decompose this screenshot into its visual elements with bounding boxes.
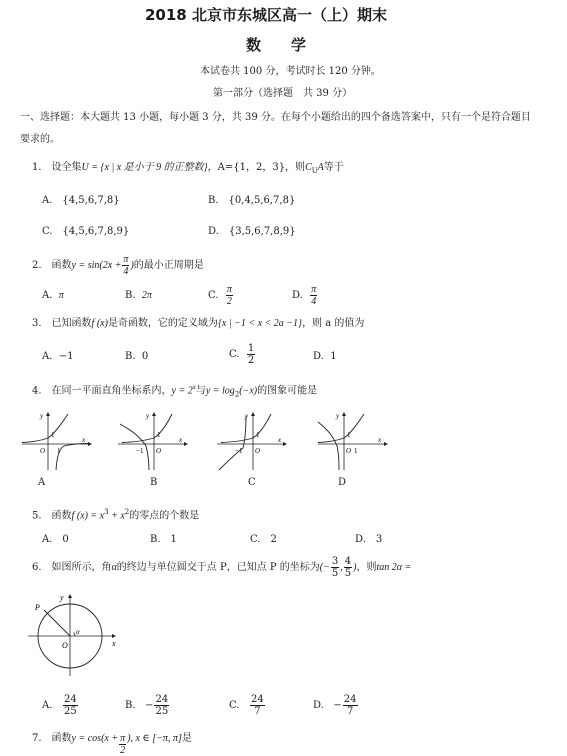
- q2-tail: 的最小正周期是: [133, 259, 204, 271]
- q1-complement-sub: U: [311, 167, 318, 175]
- q6-option-b[interactable]: B. − $\frac{24}{25}$: [125, 694, 169, 717]
- section-intro-line2: 要求的。: [20, 134, 60, 145]
- q1-complement: C: [305, 162, 312, 173]
- q1-option-c[interactable]: C. {4,5,6,7,8,9}: [42, 226, 130, 237]
- q6-coord-x: $\frac{3}{5}$: [331, 556, 339, 579]
- q6-text: 的终边与单位圆交于点 P，已知点 P 的坐标为: [116, 561, 320, 573]
- q4-log-function: y = log: [205, 385, 235, 397]
- q5-option-b[interactable]: B. 1: [150, 534, 177, 545]
- q6-origin: O: [62, 641, 68, 650]
- q1-option-b[interactable]: B. {0,4,5,6,7,8}: [208, 195, 296, 206]
- q3-number: 3. 已知函数: [32, 318, 92, 329]
- q2-option-d[interactable]: D. $\frac{\pi}{4}$: [292, 284, 317, 307]
- q6-unit-circle-figure: [22, 592, 122, 678]
- q4b-tick-x: −1: [136, 447, 144, 455]
- q7-number: 7. 函数: [32, 733, 72, 744]
- q7-fraction: $\frac{\pi}{2}$: [120, 733, 126, 756]
- q4-log-arg: (−x): [239, 385, 258, 397]
- q6-number: 6. 如图所示，角: [32, 561, 112, 573]
- q6-target: tan 2α =: [376, 561, 412, 573]
- part-title: 第一部分（选择题 共 39 分）: [213, 88, 353, 99]
- q3-option-b[interactable]: B. 0: [125, 351, 149, 362]
- q1-option-d[interactable]: D. {3,5,6,7,8,9}: [208, 226, 296, 237]
- q2-function: y = sin(2x +: [71, 259, 122, 271]
- q1-option-a[interactable]: A. {4,5,6,7,8}: [42, 195, 120, 206]
- q6-coord-close: ): [353, 561, 357, 573]
- question-1-stem: [32, 162, 344, 177]
- q2-option-c[interactable]: C. $\frac{\pi}{2}$: [208, 284, 232, 307]
- q4b-y-label: y: [146, 412, 150, 420]
- exam-title: 2018 北京市东城区高一（上）期末: [145, 6, 387, 24]
- q4a-x-label: x: [82, 436, 86, 444]
- q4c-tick-x: −1: [235, 447, 243, 455]
- q6-coord-y: $\frac{4}{5}$: [344, 556, 352, 579]
- exam-info: 本试卷共 100 分，考试时长 120 分钟。: [200, 66, 381, 77]
- q3-domain: {x | −1 < x < 2a −1}: [217, 318, 303, 329]
- q4a-tick-y: 1: [51, 431, 55, 439]
- q4d-tick-x: 1: [354, 447, 358, 455]
- q4b-x-label: x: [179, 436, 183, 444]
- question-2-stem: [32, 254, 204, 277]
- question-3-stem: [32, 318, 364, 330]
- q4-graph-b[interactable]: [116, 410, 191, 472]
- q4-and: 与: [195, 385, 206, 397]
- section-intro-line1: 一、选择题：本大题共 13 小题，每小题 3 分，共 39 分。在每个小题给出的四个备选答案中，只有一个是符合题目: [20, 112, 531, 123]
- q6-alpha-label: α: [76, 628, 80, 636]
- q5-tail: 的零点的个数是: [129, 510, 200, 522]
- q4-graph-d-label: D: [338, 477, 347, 488]
- q2-option-a[interactable]: A. π: [42, 290, 64, 301]
- q4a-y-label: y: [40, 412, 44, 420]
- q2-fraction: $\frac{\pi}{4}$: [123, 254, 129, 277]
- question-7-stem: [32, 733, 192, 756]
- q3-option-d[interactable]: D. 1: [313, 351, 337, 362]
- q5-function-2: + x: [108, 510, 125, 522]
- q4c-x-label: x: [278, 436, 282, 444]
- q6-coord-open: (−: [319, 561, 330, 573]
- q4-exp-function: y = 2: [171, 385, 193, 397]
- q4d-tick-y: 1: [347, 431, 351, 439]
- q6-then: ，则: [356, 561, 377, 573]
- q7-domain: ), x ∈ [−π, π]: [127, 733, 182, 744]
- q6-option-d[interactable]: D. − $\frac{24}{7}$: [313, 694, 357, 717]
- q6-point-p: P: [35, 603, 40, 612]
- q7-tail: 是: [181, 733, 192, 744]
- q4d-x-label: x: [378, 436, 382, 444]
- q2-option-b[interactable]: B. 2π: [125, 290, 152, 301]
- q6-alpha: α: [111, 561, 117, 573]
- question-6-stem: [32, 556, 411, 579]
- q5-option-d[interactable]: D. 3: [355, 534, 383, 545]
- q2-close: ): [130, 259, 134, 271]
- q4-tail: 的图象可能是: [257, 385, 318, 397]
- question-4-stem: [32, 381, 317, 400]
- q4c-tick-y: 1: [256, 431, 260, 439]
- q3-function: f (x): [91, 318, 108, 329]
- q4-log-base: 2: [234, 390, 240, 399]
- q4d-origin: O: [346, 447, 352, 455]
- q4-graph-a-label: A: [38, 477, 46, 488]
- q4-graph-c[interactable]: [215, 410, 290, 472]
- q5-number: 5. 函数: [32, 510, 72, 522]
- q6-coord-comma: ,: [340, 561, 343, 573]
- q1-number: 1. 设全集: [32, 162, 82, 173]
- subject-title: 数学: [246, 36, 337, 54]
- q7-function: y = cos(x +: [71, 733, 119, 744]
- q4-graph-a[interactable]: [20, 410, 95, 472]
- question-5-stem: [32, 506, 199, 522]
- q5-option-c[interactable]: C. 2: [250, 534, 277, 545]
- q1-tail: 等于: [323, 162, 344, 173]
- q4a-tick-x: 1: [57, 447, 61, 455]
- q4b-tick-y: 1: [157, 431, 161, 439]
- q4d-y-label: y: [336, 412, 340, 420]
- q6-option-c[interactable]: C. $\frac{24}{7}$: [229, 694, 264, 717]
- q4-graph-d[interactable]: [316, 410, 391, 472]
- q6-x-label: x: [112, 639, 116, 648]
- q4-exp-sup: x: [192, 383, 196, 391]
- q3-tail: ，则 a 的值为: [302, 318, 365, 329]
- q6-y-label: y: [60, 593, 64, 602]
- q4-graph-c-label: C: [248, 477, 256, 488]
- q4c-origin: O: [255, 447, 261, 455]
- q3-option-c[interactable]: C. $\frac{1}{2}$: [229, 343, 255, 366]
- q4-graph-b-label: B: [150, 477, 158, 488]
- q3-text: 是奇函数，它的定义域为: [107, 318, 218, 329]
- q1-complement-a: A: [317, 162, 324, 173]
- q5-sup2: 2: [124, 508, 130, 516]
- q2-number: 2. 函数: [32, 259, 72, 271]
- q6-option-a[interactable]: A. $\frac{24}{25}$: [42, 694, 77, 717]
- q5-option-a[interactable]: A. 0: [42, 534, 69, 545]
- q4c-y-label: y: [245, 412, 249, 420]
- q4a-origin: O: [40, 447, 46, 455]
- q5-function: f (x) = x: [71, 510, 105, 522]
- q4-number: 4. 在同一平面直角坐标系内，: [32, 385, 172, 397]
- q4b-origin: O: [156, 447, 162, 455]
- q1-universal-set: U = {x | x 是小于 9 的正整数}: [81, 162, 208, 173]
- q3-option-a[interactable]: A. −1: [42, 351, 74, 362]
- q5-sup1: 3: [104, 508, 109, 516]
- q1-set-a: ，A={1，2，3}，则: [207, 162, 306, 173]
